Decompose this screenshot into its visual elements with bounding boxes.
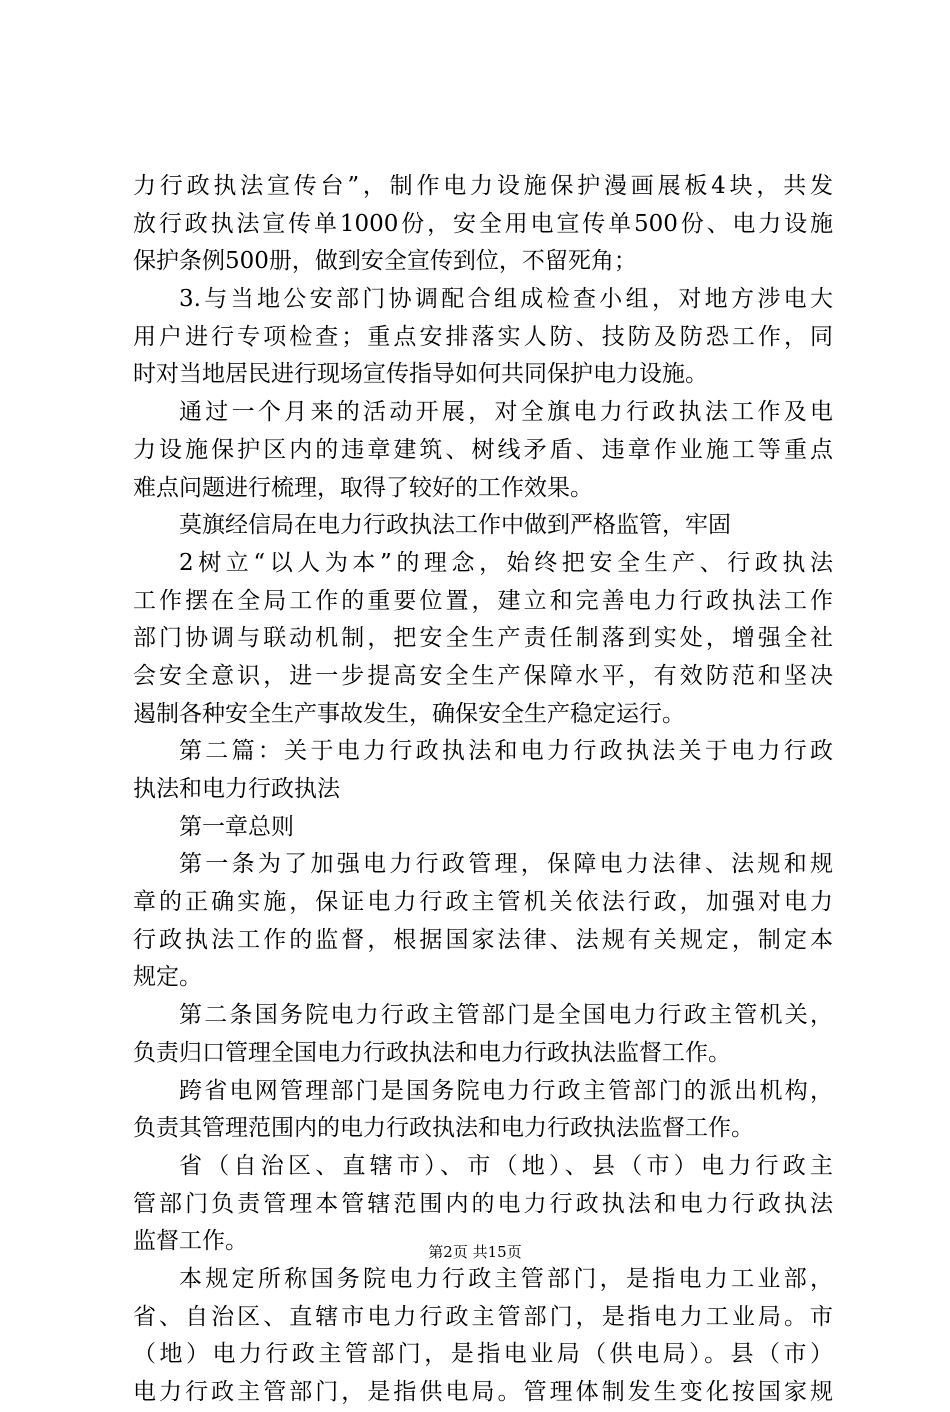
document-body xyxy=(133,168,833,1412)
text-line: 电力行政主管部门，是指供电局。管理体制发生变化按国家规 xyxy=(133,1379,833,1405)
page-number-footer: 第2页 共15页 xyxy=(428,1243,522,1261)
text-line: 负责其管理范围内的电力行政执法和电力行政执法监督工作。 xyxy=(133,1115,754,1142)
text-line: 监督工作。 xyxy=(133,1228,248,1255)
text-line: 力设施保护区内的违章建筑、树线矛盾、违章作业施工等重点 xyxy=(133,436,833,463)
text-line: 跨省电网管理部门是国务院电力行政主管部门的派出机构， xyxy=(179,1077,833,1104)
text-line: 放行政执法宣传单1000份，安全用电宣传单500份、电力设施 xyxy=(133,210,833,237)
text-line: 省、自治区、直辖市电力行政主管部门，是指电力工业局。市 xyxy=(133,1303,833,1330)
text-line: 负责归口管理全国电力行政执法和电力行政执法监督工作。 xyxy=(133,1039,731,1066)
section-heading-line: 第二篇：关于电力行政执法和电力行政执法关于电力行政 xyxy=(179,738,833,765)
text-line: 遏制各种安全生产事故发生，确保安全生产稳定运行。 xyxy=(133,700,685,727)
text-line: 章的正确实施，保证电力行政主管机关依法行政，加强对电力 xyxy=(133,889,833,916)
text-line: 保护条例500册，做到安全宣传到位，不留死角； xyxy=(133,248,637,275)
text-line: 莫旗经信局在电力行政执法工作中做到严格监管，牢固 xyxy=(179,512,731,539)
text-line: 2树立“以人为本”的理念，始终把安全生产、行政执法 xyxy=(179,549,833,576)
text-line: 管部门负责管理本管辖范围内的电力行政执法和电力行政执法 xyxy=(133,1190,833,1217)
text-line: 通过一个月来的活动开展，对全旗电力行政执法工作及电 xyxy=(179,399,833,426)
text-line: 部门协调与联动机制，把安全生产责任制落到实处，增强全社 xyxy=(133,625,833,652)
text-line: 3.与当地公安部门协调配合组成检查小组，对地方涉电大 xyxy=(179,286,833,313)
text-line: 工作摆在全局工作的重要位置，建立和完善电力行政执法工作 xyxy=(133,587,833,614)
text-line: 会安全意识，进一步提高安全生产保障水平，有效防范和坚决 xyxy=(133,662,833,689)
text-line: 本规定所称国务院电力行政主管部门，是指电力工业部， xyxy=(179,1265,833,1292)
text-line: 用户进行专项检查；重点安排落实人防、技防及防恐工作，同 xyxy=(133,323,833,350)
text-line: 第二条国务院电力行政主管部门是全国电力行政主管机关， xyxy=(179,1002,833,1029)
text-line: 时对当地居民进行现场宣传指导如何共同保护电力设施。 xyxy=(133,361,708,388)
text-line: （地）电力行政主管部门，是指电业局（供电局）。县（市） xyxy=(133,1341,833,1368)
text-line: 难点问题进行梳理，取得了较好的工作效果。 xyxy=(133,474,593,501)
chapter-heading: 第一章总则 xyxy=(179,813,294,840)
text-line: 省（自治区、直辖市）、市（地）、县（市）电力行政主 xyxy=(179,1152,833,1179)
text-line: 行政执法工作的监督，根据国家法律、法规有关规定，制定本 xyxy=(133,926,833,953)
text-line: 力行政执法宣传台”，制作电力设施保护漫画展板4块，共发 xyxy=(133,173,833,199)
text-line: 第一条为了加强电力行政管理，保障电力法律、法规和规 xyxy=(179,851,833,878)
section-heading-line: 执法和电力行政执法 xyxy=(133,776,340,802)
text-line: 规定。 xyxy=(133,964,202,991)
